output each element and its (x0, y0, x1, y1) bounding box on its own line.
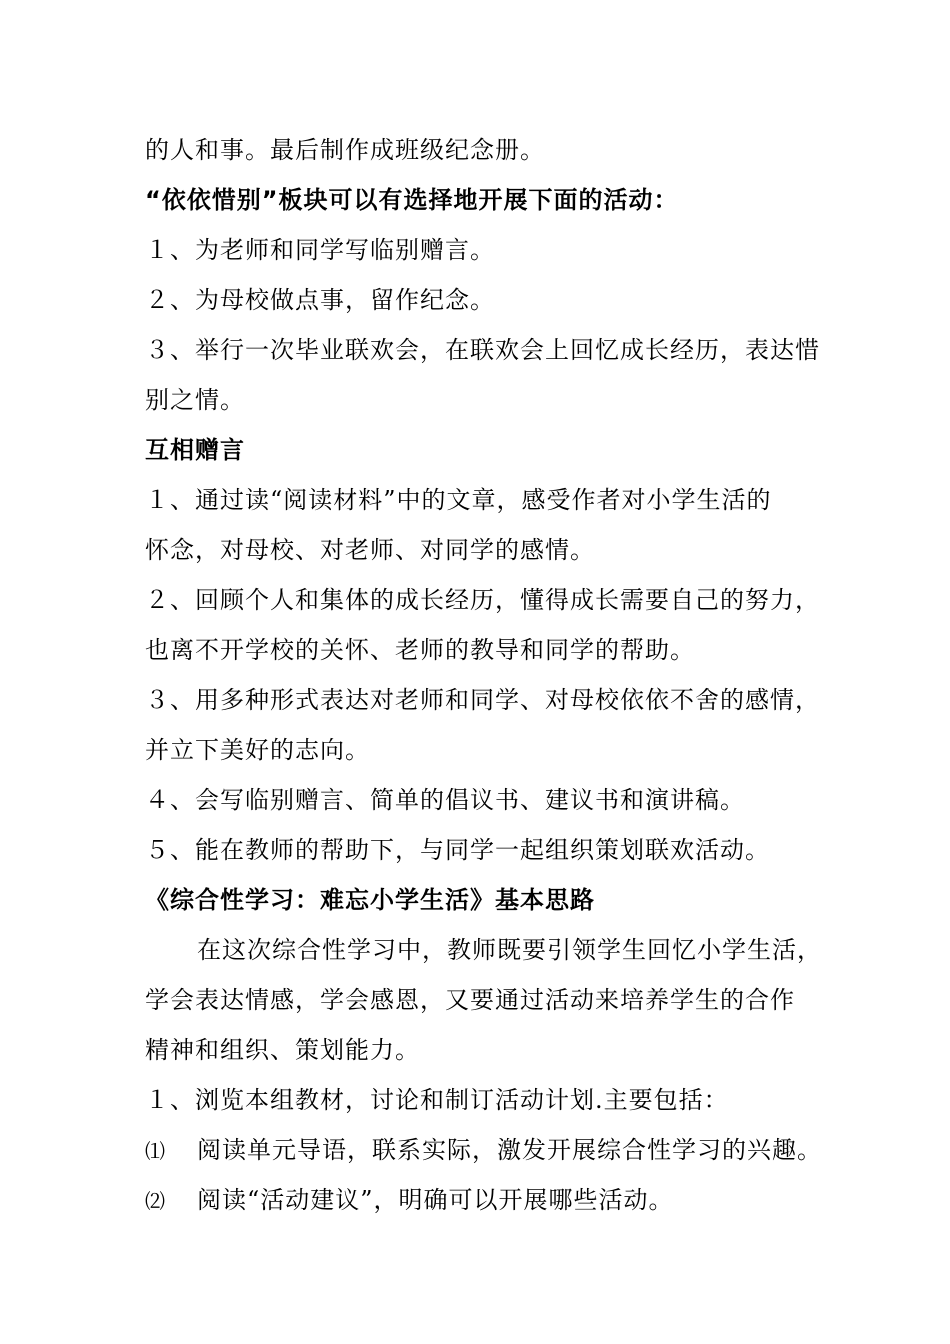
list-item: ２、回顾个人和集体的成长经历，懂得成长需要自己的努力， (145, 586, 820, 614)
text-line: 也离不开学校的关怀、老师的教导和同学的帮助。 (145, 636, 695, 664)
text-line: 精神和组织、策划能力。 (145, 1036, 420, 1064)
list-item: １、浏览本组教材，讨论和制订活动计划.主要包括： (145, 1086, 729, 1114)
list-item: １、通过读“阅读材料”中的文章，感受作者对小学生活的 (145, 486, 772, 514)
list-item: ４、会写临别赠言、简单的倡议书、建议书和演讲稿。 (145, 786, 745, 814)
paragraph-first-line: 在这次综合性学习中，教师既要引领学生回忆小学生活， (197, 936, 822, 964)
sub-list-text: 阅读“活动建议”，明确可以开展哪些活动。 (197, 1186, 674, 1214)
sub-list-item (145, 1185, 674, 1216)
sub-list-marker: ⑵ (145, 1189, 166, 1213)
section-heading: 《综合性学习：难忘小学生活》基本思路 (145, 886, 595, 914)
sub-list-text: 阅读单元导语，联系实际，激发开展综合性学习的兴趣。 (197, 1136, 822, 1164)
sub-list-marker: ⑴ (145, 1139, 166, 1163)
section-heading: “依依惜别”板块可以有选择地开展下面的活动： (145, 186, 679, 214)
sub-list-item (145, 1135, 822, 1166)
section-heading: 互相赠言 (145, 436, 245, 464)
list-item: ３、用多种形式表达对老师和同学、对母校依依不舍的感情， (145, 686, 820, 714)
text-line: 学会表达情感，学会感恩，又要通过活动来培养学生的合作 (145, 986, 795, 1014)
list-item: ３、举行一次毕业联欢会，在联欢会上回忆成长经历，表达惜 (145, 336, 820, 364)
list-item: ２、为母校做点事，留作纪念。 (145, 286, 495, 314)
text-line: 别之情。 (145, 386, 245, 414)
list-item: １、为老师和同学写临别赠言。 (145, 236, 495, 264)
text-line: 的人和事。最后制作成班级纪念册。 (145, 136, 545, 164)
text-line: 怀念，对母校、对老师、对同学的感情。 (145, 536, 595, 564)
text-line: 并立下美好的志向。 (145, 736, 370, 764)
list-item: ５、能在教师的帮助下，与同学一起组织策划联欢活动。 (145, 836, 770, 864)
